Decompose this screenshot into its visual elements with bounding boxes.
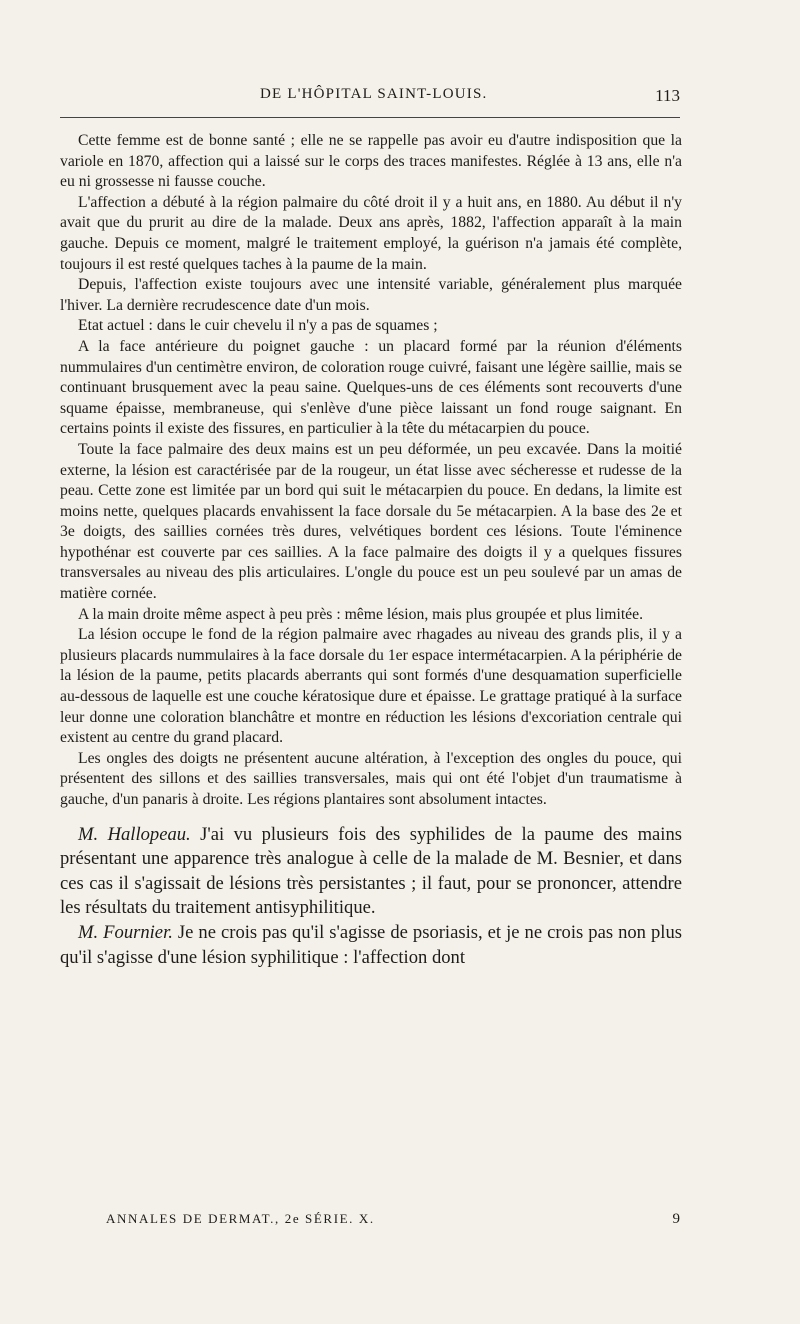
case-report [60,131,682,811]
speaker-remark: J'ai vu plusieurs fois des syphilides de la paume des mains présentant une apparence très analogue à celle de la malade de M. Besnier, et dans ces cas il s'agissait de lésions très persistantes ; il faut, pour se prononcer, attendre les résultats du traitement antisyphilitique. [60,823,682,919]
signature-mark: ANNALES DE DERMAT., 2e SÉRIE. X. [106,1211,375,1226]
speaker-name: M. Hallopeau. [78,823,191,845]
page-footer [60,1211,680,1233]
paragraph: L'affection a débuté à la région palmaire du côté droit il y a huit ans, en 1880. Au début il n'y avait que du prurit au dire de la malade. Deux ans après, 1882, l'affection apparaît à la main gauche. Depuis ce moment, malgré le traitement employé, la guérison n'a jamais été complète, toujours il est resté quelques taches à la paume de la main. [60,193,682,273]
discussion-paragraph [60,921,682,970]
speaker-name: M. Fournier. [78,921,173,943]
page-body [60,131,682,970]
paragraph: A la face antérieure du poignet gauche : un placard formé par la réunion d'éléments nummulaires d'un centimètre environ, de coloration rouge cuivré, faisant une légère saillie, mais se continuant brusquement avec la peau saine. Quelques-uns de ces éléments sont recouverts d'une squame épaisse, membraneuse, qui s'enlève d'une pièce laissant un fond rouge saignant. En certains points il existe des fissures, en particulier à la tête du métacarpien du pouce. [60,337,682,438]
running-title: DE L'HÔPITAL SAINT-LOUIS. [260,86,488,102]
paragraph: Toute la face palmaire des deux mains est un peu déformée, un peu excavée. Dans la moitié externe, la lésion est caractérisée par de la rougeur, un état lisse avec sécheresse et rudesse de la peau. Cette zone est limitée par un bord qui suit le métacarpien du pouce. En dedans, la limite est moins nette, quelques placards envahissent la face dorsale du 5e métacarpien. A la base des 2e et 3e doigts, des saillies cornées très dures, velvétiques bordent ces lésions. Toute l'éminence hypothénar est couverte par ces saillies. A la face palmaire des doigts il y a quelques fissures transversales au niveau des plis articulaires. L'ongle du pouce est un peu soulevé par un amas de matière cornée. [60,440,682,603]
paragraph: Depuis, l'affection existe toujours avec une intensité variable, généralement plus marquée l'hiver. La dernière recrudescence date d'un mois. [60,276,682,314]
paragraph: Etat actuel : dans le cuir chevelu il n'y a pas de squames ; [78,317,438,335]
header-rule [60,117,680,118]
page-number: 113 [655,86,680,105]
discussion [60,823,682,971]
running-header [60,86,680,110]
paragraph: Cette femme est de bonne santé ; elle ne se rappelle pas avoir eu d'autre indisposition que la variole en 1870, affection qui a laissé sur le corps des traces manifestes. Réglée à 13 ans, elle n'a eu ni grossesse ni fausse couche. [60,132,682,191]
speaker-remark: Je ne crois pas qu'il s'agisse de psoriasis, et je ne crois pas non plus qu'il s'agisse d'une lésion syphilitique : l'affection dont [60,921,682,968]
paragraph: A la main droite même aspect à peu près : même lésion, mais plus groupée et plus limitée. [78,605,644,623]
sheet-number: 9 [672,1211,680,1227]
discussion-paragraph [60,823,682,921]
paragraph: Les ongles des doigts ne présentent aucune altération, à l'exception des ongles du pouce, qui présentent des sillons et des saillies transversales, mais qui ont été l'objet d'un traumatisme à gauche, d'un panaris à droite. Les régions plantaires sont absolument intactes. [60,749,682,808]
paragraph: La lésion occupe le fond de la région palmaire avec rhagades au niveau des grands plis, il y a plusieurs placards nummulaires à la face dorsale du 1er espace intermétacarpien. A la périphérie de la lésion de la paume, petits placards aberrants qui sont formés d'une desquamation superficielle au-dessous de laquelle est une couche kératosique dure et épaisse. Le grattage pratiqué à la surface leur donne une coloration blanchâtre et montre en réduction les lésions d'excoriation centrale qui existent au centre du grand placard. [60,626,682,747]
